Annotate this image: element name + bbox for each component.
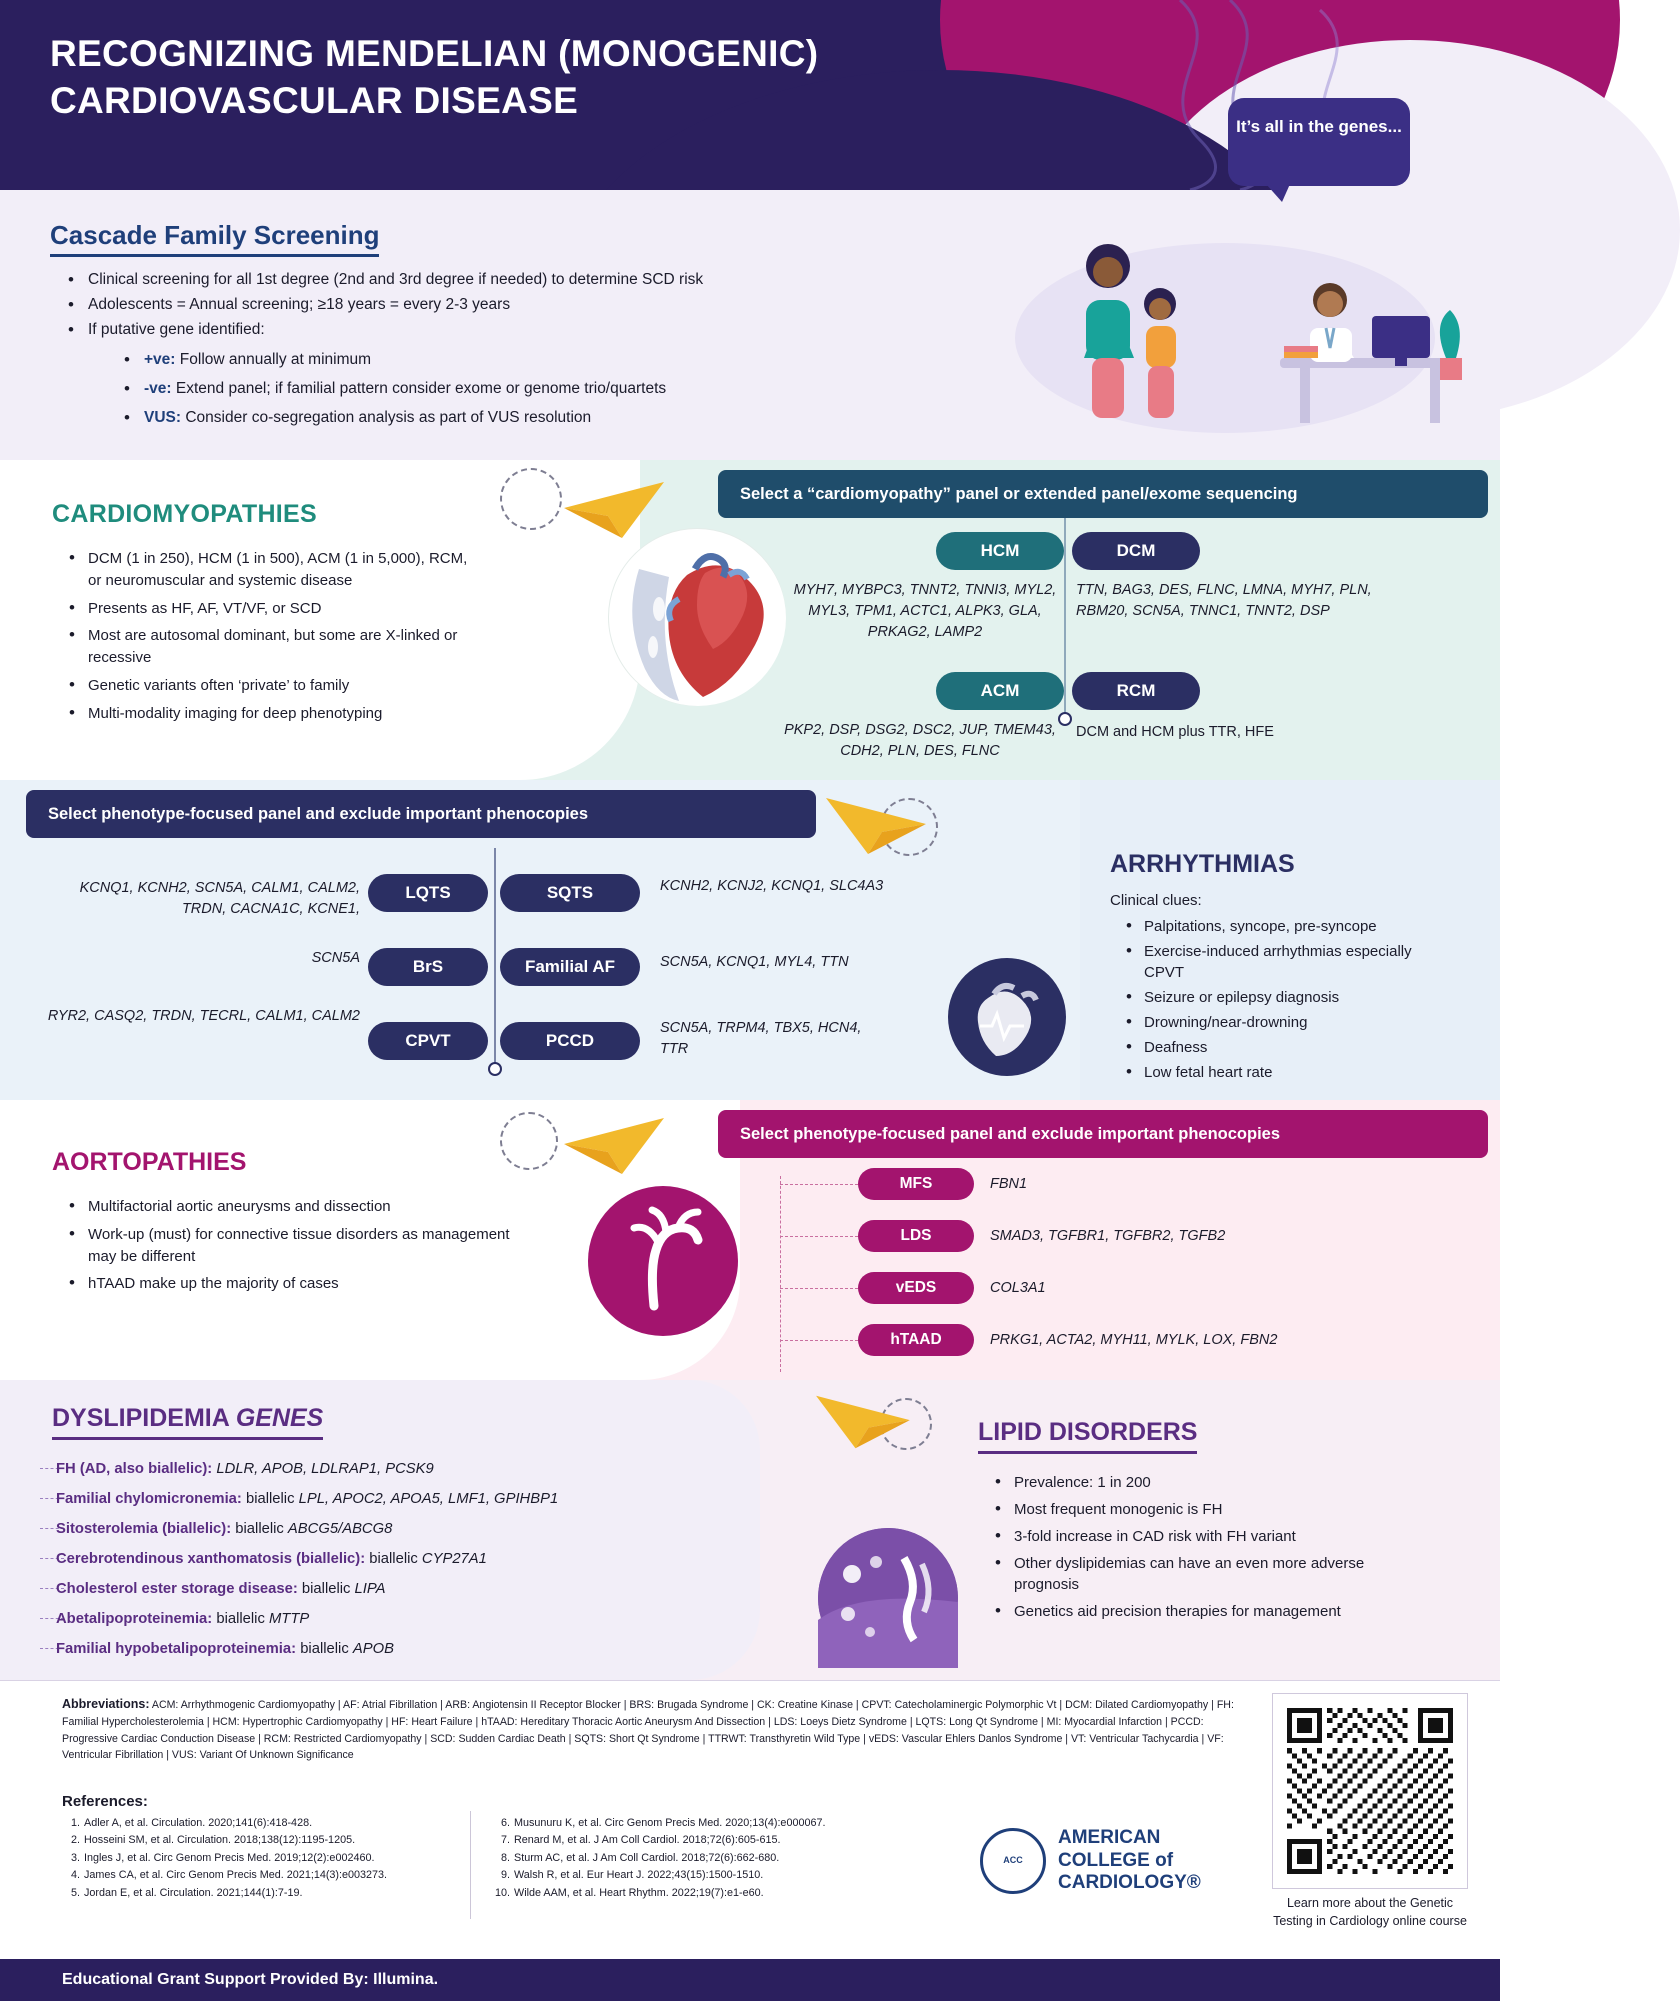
section-dyslipidemia: [0, 1380, 1500, 1680]
panel-genes-lds: SMAD3, TGFBR1, TGFBR2, TGFB2: [990, 1228, 1226, 1244]
list-item: • Palpitations, syncope, pre-syncope: [1122, 916, 1452, 937]
panel-genes-htaad: PRKG1, ACTA2, MYH11, MYLK, LOX, FBN2: [990, 1332, 1278, 1348]
arr-genes-cpvt: RYR2, CASQ2, TRDN, TECRL, CALM1, CALM2: [47, 1008, 360, 1024]
list-item: [62, 1867, 462, 1884]
dys-prefix-sitosterolemia: biallelic: [235, 1521, 288, 1537]
panel-genes-veds: COL3A1: [990, 1280, 1046, 1296]
dys-label-abetalipoproteinemia: Abetalipoproteinemia:: [56, 1611, 213, 1627]
list-item: • Multi-modality imaging for deep phenotyping: [64, 703, 484, 725]
list-item: [62, 1850, 462, 1867]
ref-num: 4.: [70, 1869, 80, 1882]
arrhythmias-clues-list: [1122, 916, 1452, 1087]
dys-prefix-cesd: biallelic: [301, 1581, 355, 1597]
list-item: [118, 348, 892, 372]
family-clinician-illustration: [1000, 117, 1470, 448]
ref-text: Sturm AC, et al. J Am Coll Cardiol. 2018;72(6):662-680.: [514, 1851, 780, 1864]
list-item: • Deafness: [1122, 1037, 1452, 1058]
section-cascade-family-screening: [0, 117, 1500, 460]
list-item: [492, 1867, 912, 1884]
aortopathies-bullets: [64, 1196, 524, 1301]
dyslipidemia-title-2: GENES: [235, 1404, 324, 1432]
list-item: • hTAAD make up the majority of cases: [64, 1273, 524, 1295]
list-item: • Other dyslipidemias can have an even more adverse prognosis: [990, 1553, 1430, 1595]
list-item: [62, 1885, 462, 1902]
dys-prefix-abetalipoproteinemia: biallelic: [216, 1611, 269, 1627]
list-item: [118, 406, 892, 430]
panel-pill-htaad[interactable]: hTAAD: [858, 1324, 974, 1356]
list-item: • Multifactorial aortic aneurysms and dissection: [64, 1196, 524, 1218]
list-item: • Low fetal heart rate: [1122, 1062, 1452, 1083]
references-label: References:: [62, 1793, 148, 1810]
ref-text: Renard M, et al. J Am Coll Cardiol. 2018;72(6):605-615.: [514, 1834, 781, 1847]
sub-text-vus: Consider co-segregation analysis as part of VUS resolution: [185, 409, 592, 427]
cascade-sub-list: [118, 348, 892, 430]
dys-label-chylomicronemia: Familial chylomicronemia:: [56, 1491, 242, 1507]
dys-label-sitosterolemia: Sitosterolemia (biallelic):: [56, 1521, 232, 1537]
panel-pill-brs[interactable]: BrS: [368, 948, 488, 986]
panel-pill-acm[interactable]: ACM: [936, 672, 1064, 710]
lipid-disorders-bullets: [990, 1472, 1430, 1628]
speech-bubble: It’s all in the genes...: [1228, 98, 1410, 186]
list-item: • Seizure or epilepsy diagnosis: [1122, 987, 1452, 1008]
list-item: • Clinical screening for all 1st degree (2nd and 3rd degree if needed) to determine SCD risk: [62, 268, 892, 292]
aor-connector-line: [780, 1176, 781, 1372]
ref-text: Adler A, et al. Circulation. 2020;141(6):418-428.: [84, 1817, 313, 1829]
dys-label-hypobeta: Familial hypobetalipoproteinemia:: [56, 1641, 297, 1657]
panel-pill-rcm[interactable]: RCM: [1072, 672, 1200, 710]
ref-num: 9.: [500, 1869, 510, 1882]
arr-genes-familial-af: SCN5A, KCNQ1, MYL4, TTN: [660, 954, 849, 970]
aor-row-line: [780, 1288, 858, 1289]
aor-row-line: [780, 1184, 858, 1185]
arr-genes-sqts: KCNH2, KCNJ2, KCNQ1, SLC4A3: [660, 878, 884, 894]
arr-connector-node: [488, 1062, 502, 1076]
cardiomyopathies-title: CARDIOMYOPATHIES: [52, 500, 317, 528]
panel-pill-lqts[interactable]: LQTS: [368, 874, 488, 912]
references-divider: [470, 1811, 471, 1919]
poster-footer: [0, 1680, 1500, 2000]
sub-label-negative: -ve:: [144, 380, 172, 398]
arr-genes-pccd: SCN5A, TRPM4, TBX5, HCN4, TTR: [660, 1020, 862, 1058]
list-item: • Adolescents = Annual screening; ≥18 years = every 2-3 years: [62, 293, 892, 317]
ref-num: 1.: [70, 1817, 80, 1829]
panel-pill-familial-af[interactable]: Familial AF: [500, 948, 640, 986]
arr-connector-line: [494, 848, 496, 1066]
qr-code-icon[interactable]: [1287, 1708, 1453, 1874]
ref-num: 2.: [70, 1834, 80, 1847]
arr-genes-lqts: KCNQ1, KCNH2, SCN5A, CALM1, CALM2, TRDN, CACNA1C, KCNE1,: [79, 880, 360, 918]
dys-genes-chylomicronemia: LPL, APOC2, APOA5, LMF1, GPIHBP1: [298, 1491, 559, 1507]
references-column-2: [492, 1815, 912, 1902]
dys-row-chylomicronemia: [56, 1490, 558, 1509]
dys-genes-hypobeta: APOB: [352, 1641, 394, 1657]
dys-genes-cesd: LIPA: [354, 1581, 386, 1597]
arr-genes-brs: SCN5A: [311, 950, 360, 966]
panel-genes-rcm: DCM and HCM plus TTR, HFE: [1076, 724, 1274, 740]
list-item: • Exercise-induced arrhythmias especially CPVT: [1122, 941, 1452, 983]
paper-plane-icon: [560, 1114, 670, 1178]
list-item: • Most are autosomal dominant, but some are X-linked or recessive: [64, 625, 484, 669]
list-item: [492, 1832, 912, 1849]
sub-label-vus: VUS:: [144, 409, 182, 427]
dys-row-cesd: [56, 1580, 386, 1599]
arrhythmias-title: ARRHYTHMIAS: [1110, 850, 1295, 878]
list-item: • Work-up (must) for connective tissue disorders as management may be different: [64, 1224, 524, 1268]
panel-genes-acm: PKP2, DSP, DSG2, DSC2, JUP, TMEM43, CDH2, PLN, DES, FLNC: [784, 722, 1056, 760]
list-item: [62, 1832, 462, 1849]
acc-line-2: COLLEGE of: [1058, 1849, 1174, 1871]
panel-pill-dcm[interactable]: DCM: [1072, 532, 1200, 570]
heart-ecg-icon: [966, 976, 1048, 1058]
panel-pill-pccd[interactable]: PCCD: [500, 1022, 640, 1060]
lipid-illustration: [818, 1528, 958, 1668]
arrhythmias-banner: Select phenotype-focused panel and exclude important phenocopies: [26, 790, 816, 838]
aorta-illustration: [588, 1186, 738, 1336]
dyslipidemia-title: [52, 1404, 323, 1440]
cascade-title: Cascade Family Screening: [50, 220, 379, 257]
abbreviations-text: ACM: Arrhythmogenic Cardiomyopathy | AF: Atrial Fibrillation | ARB: Angiotensin II Receptor Blocker | BRS: Brugada Syndrome | CK: Creatine Kinase | CPVT: Catecholaminergic Polymorphic Vt | DCM: Dilated Cardiomyopathy | FH: Familial Hypercholesterolemia | HCM: Hypertrophic Cardiomyopathy | HF: Heart Failure | hTAAD: Hereditary Thoracic Aortic Aneurysm And Dissection | LDS: Loeys Dietz Syndrome | LQTS: Long Qt Syndrome | MI: Myocardial Infarction | PCCD: Progressive Cardiac Conduction Disease | RCM: Restricted Cardiomyopathy | SCD: Sudden Cardiac Death | SQTS: Short Qt Syndrome | TTRWT: Transthyretin Wild Type | vEDS: Vascular Ehlers Danlos Syndrome | VT: Ventricular Tachycardia | VF: Ventricular Fibrillation | VUS: Variant Of Unknown Significance: [62, 1699, 1234, 1762]
dys-row-hypobeta: [56, 1640, 394, 1659]
panel-pill-veds[interactable]: vEDS: [858, 1272, 974, 1304]
ref-text: Wilde AAM, et al. Heart Rhythm. 2022;19(7):e1-e60.: [514, 1886, 764, 1899]
dys-prefix-hypobeta: biallelic: [300, 1641, 353, 1657]
illustration-svg: [1000, 208, 1470, 448]
aortopathies-title: AORTOPATHIES: [52, 1148, 247, 1176]
ref-text: Walsh R, et al. Eur Heart J. 2022;43(15):1500-1510.: [514, 1869, 764, 1882]
aor-row-line: [780, 1340, 858, 1341]
ref-num: 8.: [500, 1851, 510, 1864]
cardiomyopathies-banner: Select a “cardiomyopathy” panel or extended panel/exome sequencing: [718, 470, 1488, 518]
aorta-icon: [608, 1206, 718, 1316]
panel-pill-cpvt[interactable]: CPVT: [368, 1022, 488, 1060]
dashed-circle-decor: [500, 468, 562, 530]
arrhythmias-clues-label: Clinical clues:: [1110, 892, 1202, 909]
cascade-bullet-list: [62, 268, 892, 435]
ref-num: 7.: [500, 1834, 510, 1847]
section-aortopathies: [0, 1100, 1500, 1380]
section-arrhythmias: [0, 780, 1500, 1100]
dys-row-sitosterolemia: [56, 1520, 392, 1539]
dys-label-fh: FH (AD, also biallelic):: [56, 1461, 213, 1477]
qr-caption: Learn more about the Genetic Testing in Cardiology online course: [1273, 1896, 1467, 1928]
aor-row-line: [780, 1236, 858, 1237]
dys-label-ctx: Cerebrotendinous xanthomatosis (biallelic):: [56, 1551, 366, 1567]
panel-pill-hcm[interactable]: HCM: [936, 532, 1064, 570]
list-item: • DCM (1 in 250), HCM (1 in 500), ACM (1 in 5,000), RCM, or neuromuscular and systemic disease: [64, 548, 484, 592]
abbreviations-block: [62, 1695, 1242, 1764]
ref-text: Ingles J, et al. Circ Genom Precis Med. 2019;12(2):e002460.: [84, 1851, 375, 1864]
cascade-bullet-3-text: If putative gene identified:: [88, 321, 265, 339]
list-item: [492, 1885, 912, 1902]
acc-line-1: AMERICAN: [1058, 1827, 1161, 1849]
acc-logo: [980, 1821, 1240, 1901]
lipid-disorders-title: LIPID DISORDERS: [978, 1418, 1197, 1454]
list-item: • Drowning/near-drowning: [1122, 1012, 1452, 1033]
list-item: [62, 318, 892, 430]
dys-row-fh: [56, 1460, 434, 1479]
dys-row-ctx: [56, 1550, 487, 1569]
grant-support-bar: Educational Grant Support Provided By: Illumina.: [0, 1959, 1500, 2001]
dys-row-abetalipoproteinemia: [56, 1610, 309, 1629]
panel-genes-dcm: TTN, BAG3, DES, FLNC, LMNA, MYH7, PLN, RBM20, SCN5A, TNNC1, TNNT2, DSP: [1076, 582, 1372, 620]
dys-genes-sitosterolemia: ABCG5/ABCG8: [287, 1521, 393, 1537]
ref-num: 6.: [500, 1817, 510, 1829]
ref-num: 3.: [70, 1851, 80, 1864]
aortopathies-banner: Select phenotype-focused panel and exclude important phenocopies: [718, 1110, 1488, 1158]
dys-genes-fh: LDLR, APOB, LDLRAP1, PCSK9: [216, 1461, 434, 1477]
list-item: • Presents as HF, AF, VT/VF, or SCD: [64, 598, 484, 620]
panel-pill-lds[interactable]: LDS: [858, 1220, 974, 1252]
paper-plane-icon: [810, 1392, 914, 1452]
acc-line-3: CARDIOLOGY®: [1058, 1872, 1201, 1894]
list-item: • Most frequent monogenic is FH: [990, 1499, 1430, 1520]
arrhythmia-heart-badge: [948, 958, 1066, 1076]
dashed-circle-decor: [500, 1112, 558, 1170]
sub-label-positive: +ve:: [144, 351, 176, 369]
ref-text: Hosseini SM, et al. Circulation. 2018;138(12):1195-1205.: [84, 1834, 356, 1847]
dys-prefix-chylomicronemia: biallelic: [245, 1491, 299, 1507]
qr-code-box[interactable]: [1272, 1693, 1468, 1889]
artery-plaque-icon: [818, 1528, 958, 1668]
heart-illustration: [608, 528, 786, 706]
sub-text-negative: Extend panel; if familial pattern consider exome or genome trio/quartets: [175, 380, 667, 398]
paper-plane-icon: [820, 794, 930, 858]
sub-text-positive: Follow annually at minimum: [179, 351, 372, 369]
section-cardiomyopathies: [0, 460, 1500, 780]
references-column-1: [62, 1815, 462, 1902]
list-item: • 3-fold increase in CAD risk with FH variant: [990, 1526, 1430, 1547]
abbreviations-label: Abbreviations:: [62, 1697, 150, 1711]
dys-label-cesd: Cholesterol ester storage disease:: [56, 1581, 298, 1597]
ref-text: Musunuru K, et al. Circ Genom Precis Med. 2020;13(4):e000067.: [514, 1817, 826, 1829]
ref-text: James CA, et al. Circ Genom Precis Med. 2021;14(3):e003273.: [84, 1869, 388, 1882]
list-item: • Prevalence: 1 in 200: [990, 1472, 1430, 1493]
list-item: [492, 1850, 912, 1867]
list-item: • Genetics aid precision therapies for management: [990, 1601, 1430, 1622]
page-title: RECOGNIZING MENDELIAN (MONOGENIC) CARDIOVASCULAR DISEASE: [50, 33, 819, 122]
panel-pill-mfs[interactable]: MFS: [858, 1168, 974, 1200]
panel-pill-sqts[interactable]: SQTS: [500, 874, 640, 912]
dys-genes-ctx: CYP27A1: [421, 1551, 487, 1567]
ref-text: Jordan E, et al. Circulation. 2021;144(1):7-19.: [84, 1886, 303, 1899]
list-item: [62, 1815, 462, 1832]
list-item: [492, 1815, 912, 1832]
acc-seal-icon: ACC: [980, 1828, 1046, 1894]
cardiomyopathies-bullets: [64, 548, 484, 730]
ref-num: 5.: [70, 1886, 80, 1899]
list-item: • Genetic variants often ‘private’ to family: [64, 675, 484, 697]
dys-genes-abetalipoproteinemia: MTTP: [268, 1611, 310, 1627]
dyslipidemia-title-1: DYSLIPIDEMIA: [52, 1404, 236, 1432]
heart-anatomy-icon: [609, 529, 787, 707]
ref-num: 10.: [494, 1886, 510, 1899]
panel-genes-mfs: FBN1: [990, 1176, 1028, 1192]
dys-prefix-ctx: biallelic: [369, 1551, 422, 1567]
list-item: [118, 377, 892, 401]
acc-wordmark: [1058, 1827, 1201, 1894]
panel-genes-hcm: MYH7, MYBPC3, TNNT2, TNNI3, MYL2, MYL3, TPM1, ACTC1, ALPK3, GLA, PRKAG2, LAMP2: [793, 582, 1057, 641]
